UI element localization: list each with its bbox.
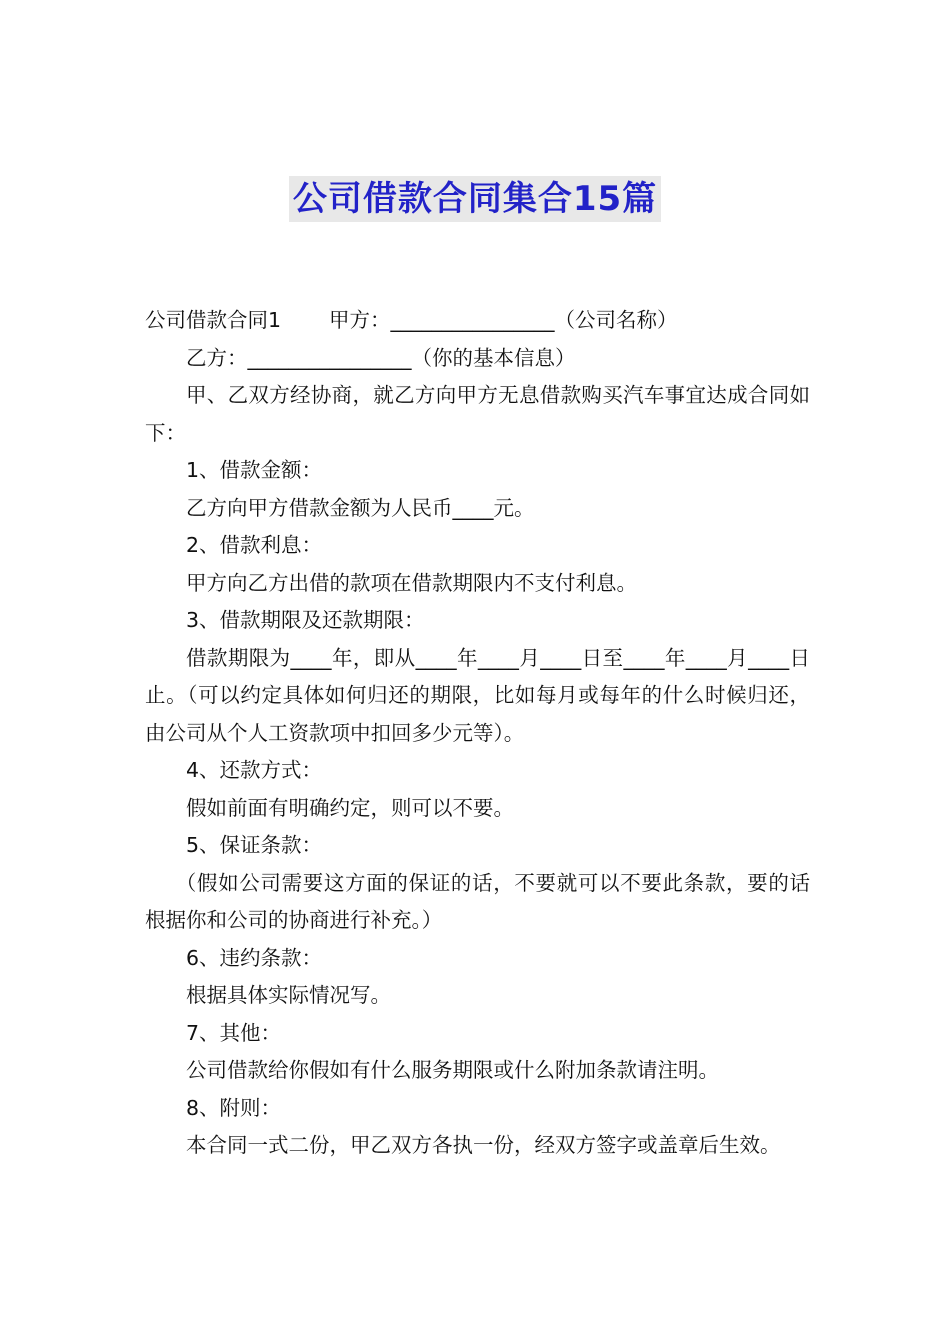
clause-2-text: 甲方向乙方出借的款项在借款期限内不支付利息。 — [186, 570, 637, 595]
clause-1-text: 乙方向甲方借款金额为人民币____元。 — [186, 495, 535, 520]
clause-6-text: 根据具体实际情况写。 — [186, 983, 391, 1007]
party-a-line: 甲方：________________（公司名称） — [329, 308, 678, 332]
clause-4-text: 假如前面有明确约定，则可以不要。 — [186, 795, 514, 820]
clause-5-heading: 5、保证条款： — [186, 833, 323, 857]
clause-2-heading: 2、借款利息： — [186, 533, 323, 557]
clause-6-heading: 6、违约条款： — [186, 945, 323, 970]
document-title: 公司借款合同集合15篇 — [289, 176, 661, 222]
clause-5-text: （假如公司需要这方面的保证的话，不要就可以不要此条款，要的话根据你和公司的协商进行补充。） — [145, 870, 810, 932]
clause-7-text: 公司借款给你假如有什么服务期限或什么附加条款请注明。 — [186, 1058, 719, 1082]
contract-heading-line — [145, 302, 810, 340]
contract-number: 公司借款合同1 — [145, 308, 282, 332]
title-wrap — [0, 176, 950, 222]
party-b-line: 乙方：________________（你的基本信息） — [186, 345, 576, 370]
clause-7-heading: 7、其他： — [186, 1020, 282, 1045]
contract-body — [145, 302, 810, 1165]
preamble: 甲、乙双方经协商，就乙方向甲方无息借款购买汽车事宜达成合同如下： — [145, 383, 810, 445]
clause-1-heading: 1、借款金额： — [186, 458, 323, 482]
clause-8-heading: 8、附则： — [186, 1095, 282, 1120]
clause-3-text: 借款期限为____年，即从____年____月____日至____年____月____日止。（可以约定具体如何归还的期限，比如每月或每年的什么时候归还，由公司从个人工资款项中扣回多少元等）。 — [145, 645, 810, 745]
clause-4-heading: 4、还款方式： — [186, 758, 323, 782]
clause-3-heading: 3、借款期限及还款期限： — [186, 608, 425, 632]
clause-8-text: 本合同一式二份，甲乙双方各执一份，经双方签字或盖章后生效。 — [186, 1133, 781, 1157]
